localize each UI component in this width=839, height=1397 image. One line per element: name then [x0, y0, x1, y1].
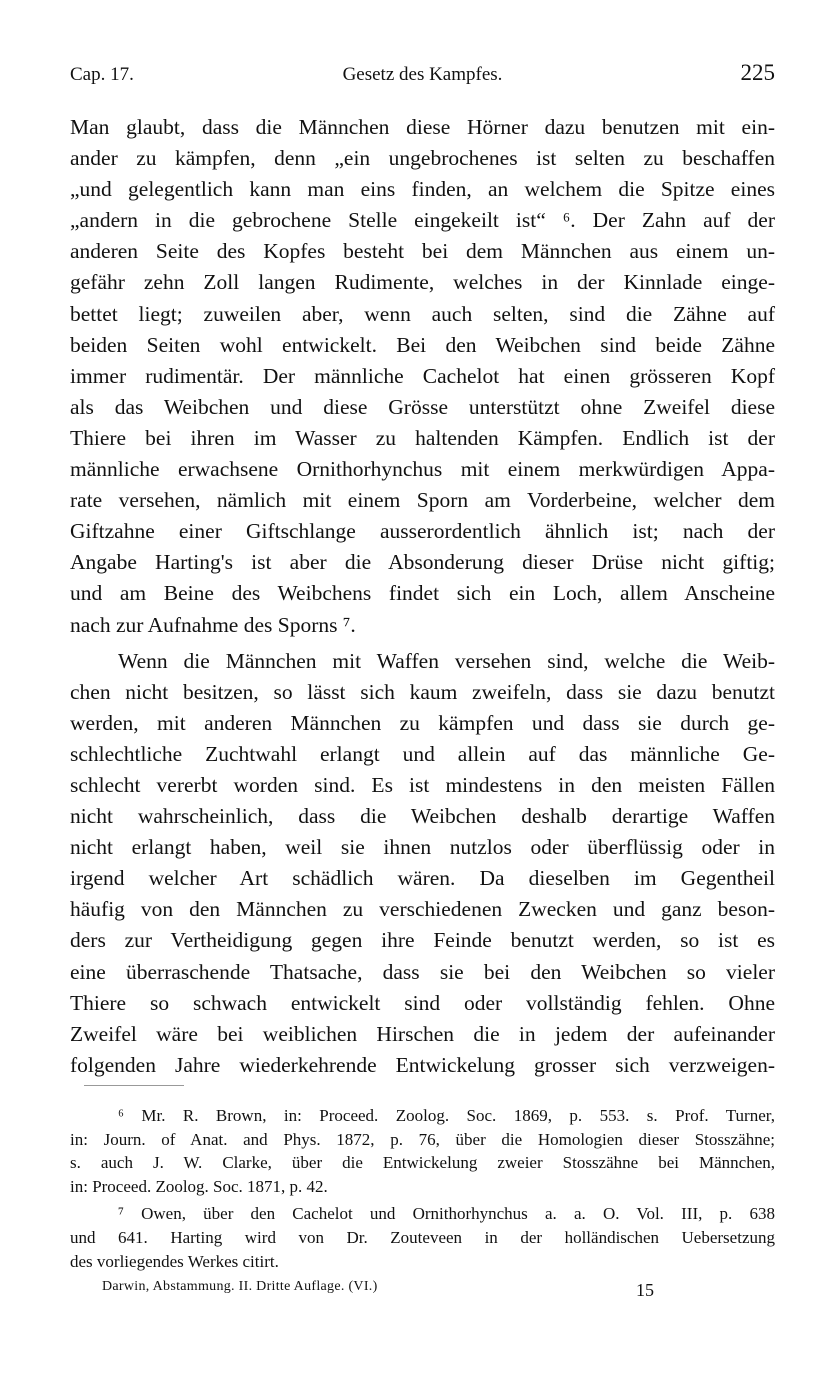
- footnotes: [70, 1104, 775, 1273]
- text-line: eine überraschende Thatsache, dass sie bei den Weibchen so vieler: [70, 959, 775, 984]
- printer-signature: Darwin, Abstammung. II. Dritte Auflage. (VI.): [102, 1279, 378, 1294]
- text-line: nicht wahrscheinlich, dass die Weibchen deshalb derartige Waffen: [70, 804, 775, 829]
- footnote-line: ⁶ Mr. R. Brown, in: Proceed. Zoolog. Soc. 1869, p. 553. s. Prof. Turner,: [118, 1106, 775, 1125]
- running-title: Gesetz des Kampfes.: [342, 64, 503, 85]
- text-line: Zweifel wäre bei weiblichen Hirschen die in jedem der aufeinander: [70, 1021, 775, 1046]
- text-line: folgenden Jahre wiederkehrende Entwickelung grosser sich verzweigen-: [70, 1052, 775, 1077]
- text-line: ders zur Vertheidigung gegen ihre Feinde benutzt werden, so ist es: [70, 928, 775, 953]
- text-line: „andern in die gebrochene Stelle eingekeilt ist“ ⁶. Der Zahn auf der: [70, 208, 775, 233]
- text-line: werden, mit anderen Männchen zu kämpfen und dass sie durch ge-: [70, 710, 775, 735]
- text-line: nach zur Aufnahme des Sporns ⁷.: [70, 612, 356, 637]
- footnote-line: in: Proceed. Zoolog. Soc. 1871, p. 42.: [70, 1176, 328, 1196]
- text-line: ander zu kämpfen, denn „ein ungebrochenes ist selten zu beschaffen: [70, 146, 775, 171]
- text-line: irgend welcher Art schädlich wären. Da dieselben im Gegentheil: [70, 866, 775, 891]
- footnote-line: in: Journ. of Anat. and Phys. 1872, p. 76, über die Homologien dieser Stosszähne;: [70, 1129, 775, 1149]
- text-line: immer rudimentär. Der männliche Cachelot hat einen grösseren Kopf: [70, 363, 775, 388]
- text-line: „und gelegentlich kann man eins finden, an welchem die Spitze eines: [70, 177, 775, 202]
- paragraph: [70, 112, 775, 641]
- text-line: anderen Seite des Kopfes besteht bei dem Männchen aus einem un-: [70, 239, 775, 264]
- text-line: Giftzahne einer Giftschlange ausserordentlich ähnlich ist; nach der: [70, 519, 775, 544]
- text-line: Thiere bei ihren im Wasser zu haltenden Kämpfen. Endlich ist der: [70, 425, 775, 450]
- text-line: beiden Seiten wohl entwickelt. Bei den Weibchen sind beide Zähne: [70, 332, 775, 357]
- footnote-separator: [84, 1085, 184, 1086]
- footnote-line: und 641. Harting wird von Dr. Zouteveen in der holländischen Uebersetzung: [70, 1227, 775, 1247]
- text-line: nicht erlangt haben, weil sie ihnen nutzlos oder überflüssig oder in: [70, 835, 775, 860]
- text-line: gefähr zehn Zoll langen Rudimente, welches in der Kinnlade einge-: [70, 270, 775, 295]
- text-line: bettet liegt; zuweilen aber, wenn auch selten, sind die Zähne auf: [70, 301, 775, 326]
- paragraph: [70, 646, 775, 1081]
- text-line: Thiere so schwach entwickelt sind oder vollständig fehlen. Ohne: [70, 990, 775, 1015]
- chapter-label: Cap. 17.: [70, 64, 134, 85]
- text-line: männliche erwachsene Ornithorhynchus mit einem merkwürdigen Appa-: [70, 457, 775, 482]
- running-header: [70, 58, 775, 92]
- text-line: als das Weibchen und diese Grösse unterstützt ohne Zweifel diese: [70, 394, 775, 419]
- footnote-6: [70, 1104, 775, 1198]
- footnote-line: ⁷ Owen, über den Cachelot und Ornithorhynchus a. a. O. Vol. III, p. 638: [118, 1204, 775, 1224]
- text-line: chen nicht besitzen, so lässt sich kaum zweifeln, dass sie dazu benutzt: [70, 679, 775, 704]
- text-line: Wenn die Männchen mit Waffen versehen sind, welche die Weib-: [118, 648, 775, 673]
- text-line: Man glaubt, dass die Männchen diese Hörner dazu benutzen mit ein-: [70, 115, 775, 139]
- text-line: schlechtliche Zuchtwahl erlangt und allein auf das männliche Ge-: [70, 741, 775, 766]
- footnote-line: s. auch J. W. Clarke, über die Entwickelung zweier Stosszähne bei Männchen,: [70, 1153, 775, 1173]
- text-line: rate versehen, nämlich mit einem Sporn am Vorderbeine, welcher dem: [70, 488, 775, 513]
- footnote-7: [70, 1202, 775, 1273]
- text-line: häufig von den Männchen zu verschiedenen Zwecken und ganz beson-: [70, 897, 775, 922]
- page-number: 225: [740, 60, 775, 85]
- text-line: und am Beine des Weibchens findet sich ein Loch, allem Anscheine: [70, 581, 775, 606]
- text-line: schlecht vererbt worden sind. Es ist mindestens in den meisten Fällen: [70, 772, 775, 797]
- footnote-line: des vorliegendes Werkes citirt.: [70, 1251, 279, 1271]
- sheet-number: 15: [636, 1280, 654, 1300]
- text-line: Angabe Harting's ist aber die Absonderung dieser Drüse nicht giftig;: [70, 550, 775, 575]
- main-text: [70, 112, 775, 1081]
